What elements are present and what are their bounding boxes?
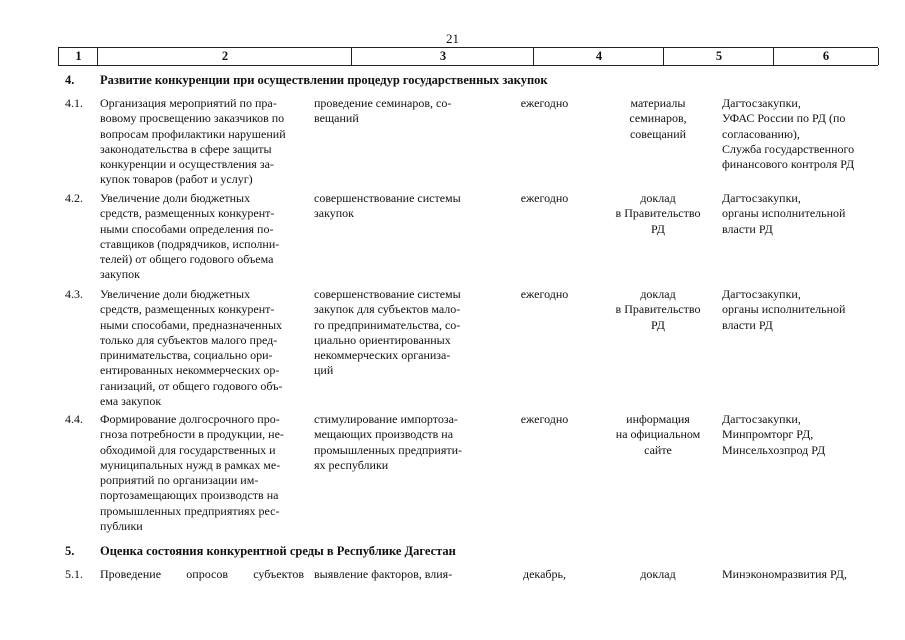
- header-col-3: 3: [351, 48, 534, 65]
- header-col-1: 1: [58, 48, 98, 65]
- measure-result: доклад в Правительство РД: [615, 287, 701, 332]
- measure-result: материалы семинаров, совещаний: [629, 96, 687, 141]
- measure-name: Увеличение доли бюджетных средств, размещенных конкурент- ными способами, предназначенных только для субъектов малого пред- принимательства, социально ори- ентированных некоммерческих ор- ганизаций, от общего годового объ- ема закупок: [100, 287, 283, 409]
- table-header: [58, 47, 878, 66]
- section-number: 5.: [65, 544, 75, 558]
- section-title: Оценка состояния конкурентной среды в Республике Дагестан: [100, 544, 456, 558]
- measure-executor: Минэкономразвития РД,: [722, 567, 847, 581]
- header-col-2: 2: [97, 48, 352, 65]
- header-col-5: 5: [663, 48, 774, 65]
- measure-term: ежегодно: [520, 412, 569, 426]
- measure-action: совершенствование системы закупок: [314, 191, 461, 221]
- measure-executor: Дагтосзакупки, органы исполнительной власти РД: [722, 191, 846, 236]
- measure-name: Увеличение доли бюджетных средств, размещенных конкурент- ными способами определения по- ставщиков (подрядчиков, исполни- телей) от общего годового объема закупок: [100, 191, 280, 282]
- section-number: 4.: [65, 73, 75, 87]
- row-number: 4.1.: [65, 96, 83, 110]
- measure-action: выявление факторов, влия-: [314, 567, 453, 581]
- row-number: 5.1.: [65, 567, 83, 581]
- measure-action: проведение семинаров, со- вещаний: [314, 96, 452, 126]
- section-title: Развитие конкуренции при осуществлении процедур государственных закупок: [100, 73, 548, 87]
- page-number: 21: [446, 31, 459, 46]
- measure-term: ежегодно: [520, 191, 569, 205]
- measure-result: информация на официальном сайте: [615, 412, 701, 457]
- row-number: 4.3.: [65, 287, 83, 301]
- row-number: 4.4.: [65, 412, 83, 426]
- measure-name: Организация мероприятий по пра- вовому просвещению заказчиков по вопросам профилактики нарушений законодательства в сфере защиты конкуренции и осуществления за- купок товаров (работ и услуг): [100, 96, 286, 187]
- measure-executor: Дагтосзакупки, органы исполнительной власти РД: [722, 287, 846, 332]
- measure-name: Формирование долгосрочного про- гноза потребности в продукции, не- обходимой для государственных и муниципальных нужд в рамках ме- роприятий по организации им- портозамещающих производств на промышленных предприятиях рес- публики: [100, 412, 284, 534]
- measure-name: Проведение опросов субъектов: [100, 567, 304, 581]
- measure-action: стимулирование импортоза- мещающих производств на промышленных предприяти- ях республики: [314, 412, 463, 472]
- measure-result: доклад в Правительство РД: [615, 191, 701, 236]
- measure-executor: Дагтосзакупки, Минпромторг РД, Минсельхозпрод РД: [722, 412, 826, 457]
- measure-term: ежегодно: [520, 287, 569, 301]
- measure-action: совершенствование системы закупок для субъектов мало- го предпринимательства, со- циально ориентированных некоммерческих организа- ций: [314, 287, 461, 378]
- measure-term: ежегодно: [520, 96, 569, 110]
- measure-term: декабрь,: [523, 567, 566, 581]
- header-col-6: 6: [773, 48, 879, 65]
- measure-executor: Дагтосзакупки, УФАС России по РД (по согласованию), Служба государственного финансового контроля РД: [722, 96, 855, 172]
- row-number: 4.2.: [65, 191, 83, 205]
- measure-result: доклад: [640, 567, 676, 581]
- header-col-4: 4: [533, 48, 664, 65]
